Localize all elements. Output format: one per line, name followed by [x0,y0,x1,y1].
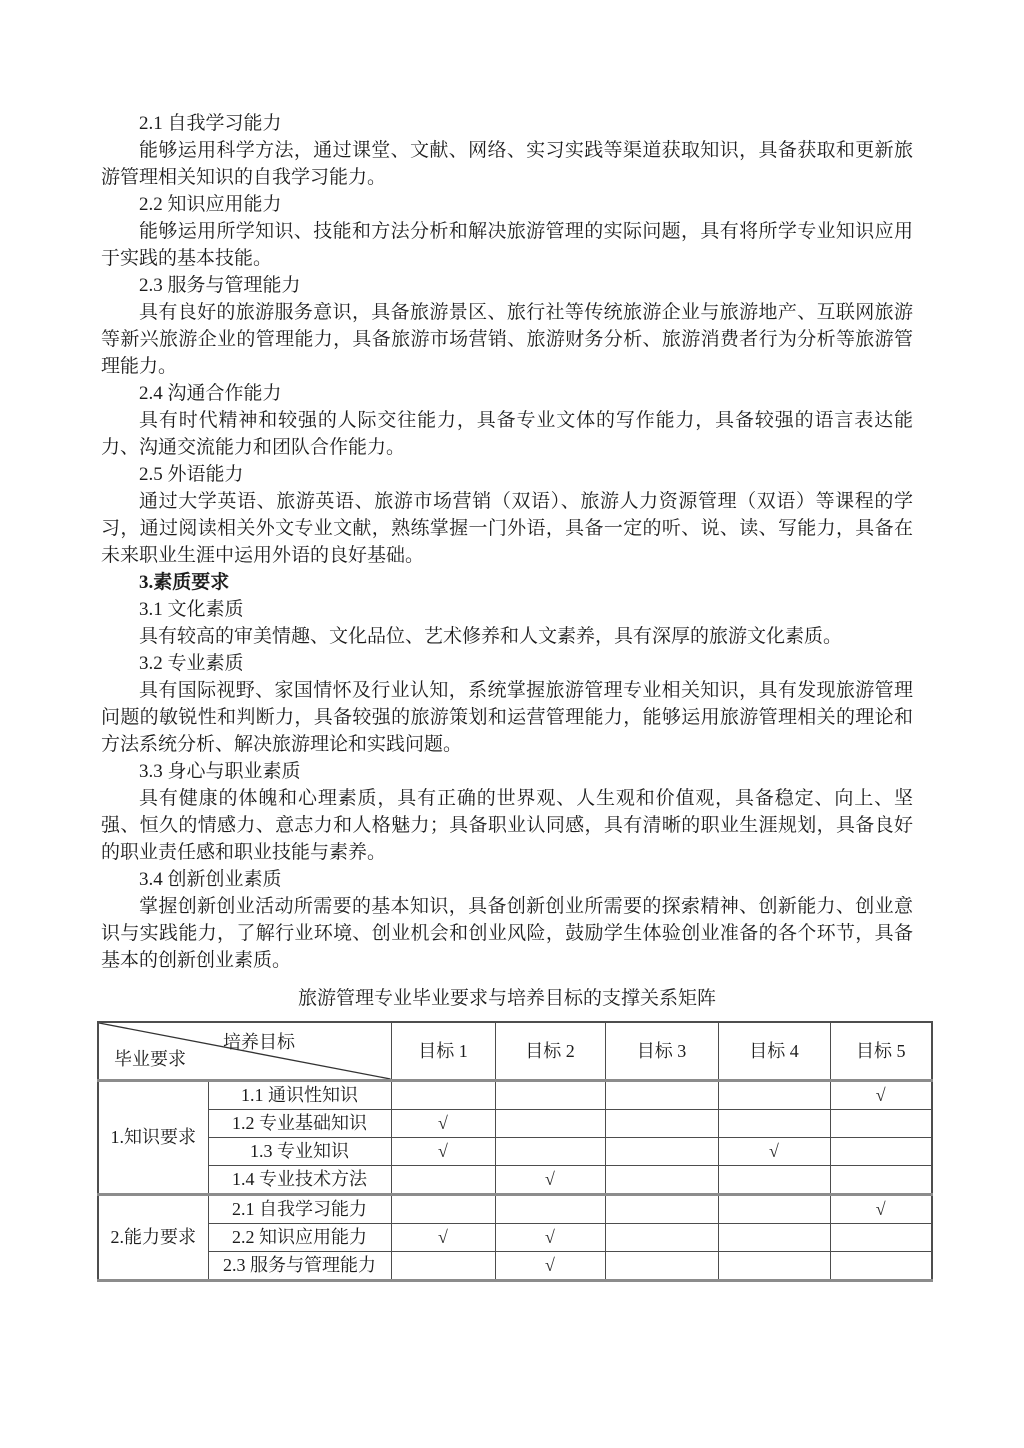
matrix-cell [718,1166,830,1195]
matrix-table-title: 旅游管理专业毕业要求与培养目标的支撑关系矩阵 [297,988,716,1009]
matrix-cell [605,1110,718,1138]
matrix-row-1-3 [98,1138,932,1166]
group-label-ability: 2.能力要求 [98,1195,208,1281]
matrix-cell [718,1195,830,1224]
para-3-2: 具有国际视野、家国情怀及行业认知，系统掌握旅游管理专业相关知识，具有发现旅游管理问题的敏锐性和判断力，具备较强的旅游策划和运营管理能力，能够运用旅游管理相关的理论和方法系统分析、解决旅游理论和实践问题。 [101,680,913,755]
column-header-goal-4: 目标 4 [718,1022,830,1081]
matrix-cell [605,1252,718,1281]
row-label: 1.4 专业技术方法 [208,1166,391,1195]
heading-3-1: 3.1 文化素质 [139,599,244,620]
heading-3-3: 3.3 身心与职业素质 [139,761,301,782]
matrix-cell [605,1081,718,1110]
support-matrix-table [97,1021,933,1282]
matrix-cell [605,1138,718,1166]
matrix-cell: √ [391,1110,495,1138]
heading-3-2: 3.2 专业素质 [139,653,244,674]
para-2-4: 具有时代精神和较强的人际交往能力，具备专业文体的写作能力，具备较强的语言表达能力、沟通交流能力和团队合作能力。 [101,410,913,458]
matrix-cell [830,1166,932,1195]
matrix-row-2-1 [98,1195,932,1224]
matrix-header-row [98,1022,932,1081]
matrix-cell [495,1138,605,1166]
row-label: 2.3 服务与管理能力 [208,1252,391,1281]
matrix-cell: √ [830,1195,932,1224]
matrix-cell [391,1166,495,1195]
matrix-cell [718,1110,830,1138]
heading-2-3: 2.3 服务与管理能力 [139,275,301,296]
matrix-cell [830,1110,932,1138]
matrix-cell [830,1252,932,1281]
matrix-cell: √ [391,1224,495,1252]
matrix-cell [830,1224,932,1252]
matrix-cell [495,1195,605,1224]
heading-2-5: 2.5 外语能力 [139,464,244,485]
matrix-cell: √ [830,1081,932,1110]
matrix-cell: √ [391,1138,495,1166]
para-3-3: 具有健康的体魄和心理素质，具有正确的世界观、人生观和价值观，具备稳定、向上、坚强、恒久的情感力、意志力和人格魅力；具备职业认同感，具有清晰的职业生涯规划，具备良好的职业责任感和职业技能与素养。 [101,788,913,863]
matrix-cell [718,1081,830,1110]
matrix-cell: √ [495,1166,605,1195]
matrix-cell [605,1195,718,1224]
column-header-goal-1: 目标 1 [391,1022,495,1081]
matrix-cell: √ [718,1138,830,1166]
matrix-cell [495,1110,605,1138]
row-label: 1.3 专业知识 [208,1138,391,1166]
matrix-cell [605,1224,718,1252]
heading-3: 3.素质要求 [139,572,230,593]
para-3-1: 具有较高的审美情趣、文化品位、艺术修养和人文素养，具有深厚的旅游文化素质。 [139,626,843,647]
matrix-corner-cell [98,1022,391,1081]
matrix-cell [391,1081,495,1110]
para-3-4: 掌握创新创业活动所需要的基本知识，具备创新创业所需要的探索精神、创新能力、创业意识与实践能力，了解行业环境、创业机会和创业风险，鼓励学生体验创业准备的各个环节，具备基本的创新创业素质。 [101,896,913,971]
heading-2-4: 2.4 沟通合作能力 [139,383,282,404]
row-label: 1.2 专业基础知识 [208,1110,391,1138]
matrix-cell [605,1166,718,1195]
matrix-row-2-2 [98,1224,932,1252]
matrix-cell [391,1252,495,1281]
heading-2-1: 2.1 自我学习能力 [139,113,282,134]
corner-label-training-objectives: 培养目标 [223,1032,295,1052]
para-2-3: 具有良好的旅游服务意识，具备旅游景区、旅行社等传统旅游企业与旅游地产、互联网旅游等新兴旅游企业的管理能力，具备旅游市场营销、旅游财务分析、旅游消费者行为分析等旅游管理能力。 [101,302,913,377]
column-header-goal-2: 目标 2 [495,1022,605,1081]
para-2-2: 能够运用所学知识、技能和方法分析和解决旅游管理的实际问题，具有将所学专业知识应用于实践的基本技能。 [101,221,913,269]
column-header-goal-3: 目标 3 [605,1022,718,1081]
para-2-5: 通过大学英语、旅游英语、旅游市场营销（双语）、旅游人力资源管理（双语）等课程的学习，通过阅读相关外文专业文献，熟练掌握一门外语，具备一定的听、说、读、写能力，具备在未来职业生涯中运用外语的良好基础。 [101,491,913,566]
matrix-cell [391,1195,495,1224]
matrix-cell [718,1224,830,1252]
row-label: 2.2 知识应用能力 [208,1224,391,1252]
group-label-knowledge: 1.知识要求 [98,1081,208,1195]
row-label: 2.1 自我学习能力 [208,1195,391,1224]
matrix-row-1-4 [98,1166,932,1195]
document-body [101,110,913,1282]
row-label: 1.1 通识性知识 [208,1081,391,1110]
matrix-cell [495,1081,605,1110]
corner-label-graduation-requirements: 毕业要求 [114,1049,186,1069]
heading-3-4: 3.4 创新创业素质 [139,869,282,890]
matrix-cell: √ [495,1224,605,1252]
matrix-row-1-1 [98,1081,932,1110]
matrix-cell [830,1138,932,1166]
matrix-row-1-2 [98,1110,932,1138]
matrix-cell: √ [495,1252,605,1281]
matrix-row-2-3 [98,1252,932,1281]
heading-2-2: 2.2 知识应用能力 [139,194,282,215]
matrix-cell [718,1252,830,1281]
para-2-1: 能够运用科学方法，通过课堂、文献、网络、实习实践等渠道获取知识，具备获取和更新旅游管理相关知识的自我学习能力。 [101,140,913,188]
column-header-goal-5: 目标 5 [830,1022,932,1081]
